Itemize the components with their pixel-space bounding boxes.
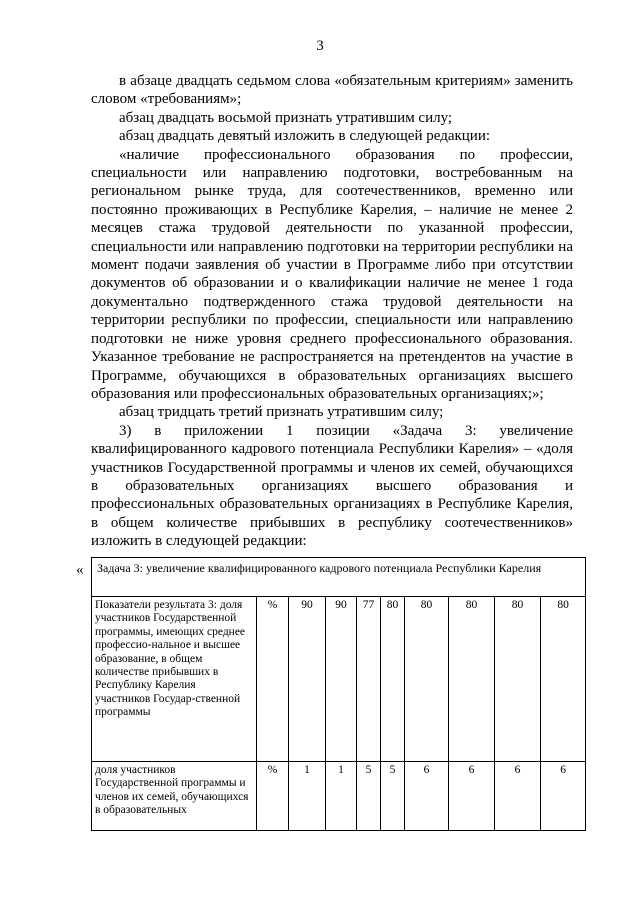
- paragraph: абзац двадцать восьмой признать утратившим силу;: [119, 109, 453, 126]
- paragraph: абзац тридцать третий признать утратившим силу;: [119, 404, 444, 421]
- value-cell: 6: [541, 762, 586, 831]
- value-cell: 1: [289, 762, 326, 831]
- value-cell: 6: [495, 762, 541, 831]
- value-cell: 5: [381, 762, 405, 831]
- value-cell: 77: [357, 597, 381, 762]
- indicators-table: [91, 557, 586, 831]
- value-cell: 80: [381, 597, 405, 762]
- table-header-row: [92, 558, 586, 597]
- task-header-cell: Задача 3: увеличение квалифицированного кадрового потенциала Республики Карелия: [92, 558, 586, 597]
- value-cell: 80: [495, 597, 541, 762]
- opening-quote-mark: «: [76, 562, 84, 578]
- value-cell: 6: [449, 762, 495, 831]
- document-body: [91, 72, 573, 551]
- value-cell: 6: [405, 762, 449, 831]
- value-cell: 90: [326, 597, 357, 762]
- unit-cell: %: [257, 597, 289, 762]
- page-number: 3: [316, 38, 324, 54]
- value-cell: 5: [357, 762, 381, 831]
- value-cell: 80: [405, 597, 449, 762]
- paragraph: «наличие профессионального образования по профессии, специальности или направлению подготовки, востребованным на региональном рынке труда, для соотечественников, временно или постоянно проживающих в Республике Карелия, – наличие не менее 2 месяцев стажа трудовой деятельности по указанной профессии, специальности или направлению подготовки на территории республики на момент подачи заявления об участии в Программе либо при отсутствии документов об образовании и о квалификации наличие не менее 1 года документально подтвержденного стажа трудовой деятельности на территории республики по профессии, специальности или направлению подготовки не ниже уровня среднего профессионального образования. Указанное требование не распространяется на претендентов на участие в Программе, обучающихся в образовательных организациях высшего образования или профессиональных образовательных организациях;»;: [91, 146, 573, 402]
- table-row: [92, 597, 586, 762]
- indicator-label-cell: доля участников Государственной программы и членов их семей, обучающихся в образовательных: [92, 762, 257, 831]
- value-cell: 80: [541, 597, 586, 762]
- paragraph: абзац двадцать девятый изложить в следующей редакции:: [119, 128, 491, 145]
- table-row: [92, 762, 586, 831]
- indicator-label-cell: Показатели результата 3: доля участников Государственной программы, имеющих среднее профессио-нальное и высшее образование, в общем количестве прибывших в Республику Карелия участников Государ-ственной программы: [92, 597, 257, 762]
- value-cell: 1: [326, 762, 357, 831]
- unit-cell: %: [257, 762, 289, 831]
- paragraph: в абзаце двадцать седьмом слова «обязательным критериям» заменить словом «требованиям»;: [91, 73, 573, 108]
- value-cell: 90: [289, 597, 326, 762]
- paragraph: 3) в приложении 1 позиции «Задача 3: увеличение квалифицированного кадрового потенциала Республики Карелия» – «доля участников Государственной программы и членов их семей, обучающихся в образовательных организациях высшего образования и профессиональных образовательных организациях в Республике Карелия, в общем количестве прибывших в республику соотечественников» изложить в следующей редакции:: [91, 422, 573, 550]
- value-cell: 80: [449, 597, 495, 762]
